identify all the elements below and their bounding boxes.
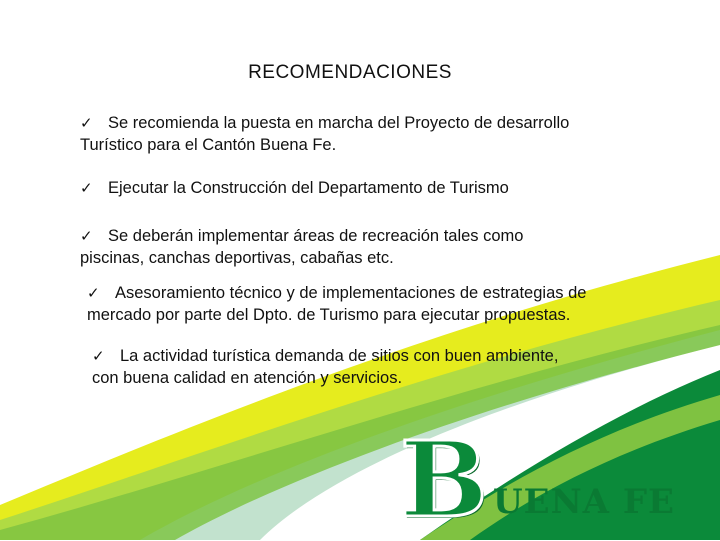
checkmark-icon: ✓: [92, 347, 105, 365]
item-line: La actividad turística demanda de sitios con buen ambiente,: [120, 347, 559, 365]
item-line: mercado por parte del Dpto. de Turismo para ejecutar propuestas.: [87, 306, 571, 324]
item-line: con buena calidad en atención y servicios.: [92, 369, 403, 387]
item-line: Ejecutar la Construcción del Departamento de Turismo: [108, 179, 509, 197]
recommendation-item: [80, 112, 680, 156]
recommendation-item: [80, 225, 680, 269]
recommendation-item: [92, 345, 692, 389]
recommendation-item: [87, 282, 687, 326]
item-line: Asesoramiento técnico y de implementaciones de estrategias de: [115, 284, 587, 302]
item-line: Turístico para el Cantón Buena Fe.: [80, 136, 337, 154]
checkmark-icon: ✓: [80, 114, 93, 132]
item-line: Se recomienda la puesta en marcha del Proyecto de desarrollo: [108, 114, 570, 132]
item-line: Se deberán implementar áreas de recreación tales como: [108, 227, 524, 245]
checkmark-icon: ✓: [80, 179, 93, 197]
checkmark-icon: ✓: [87, 284, 100, 302]
logo-initial: B: [400, 418, 488, 541]
buena-fe-logo: [400, 418, 700, 541]
logo-text: UENA FE: [493, 482, 675, 522]
item-line: piscinas, canchas deportivas, cabañas etc.: [80, 249, 394, 267]
checkmark-icon: ✓: [80, 227, 93, 245]
page-title: RECOMENDACIONES: [248, 62, 452, 83]
recommendation-item: [80, 177, 680, 199]
